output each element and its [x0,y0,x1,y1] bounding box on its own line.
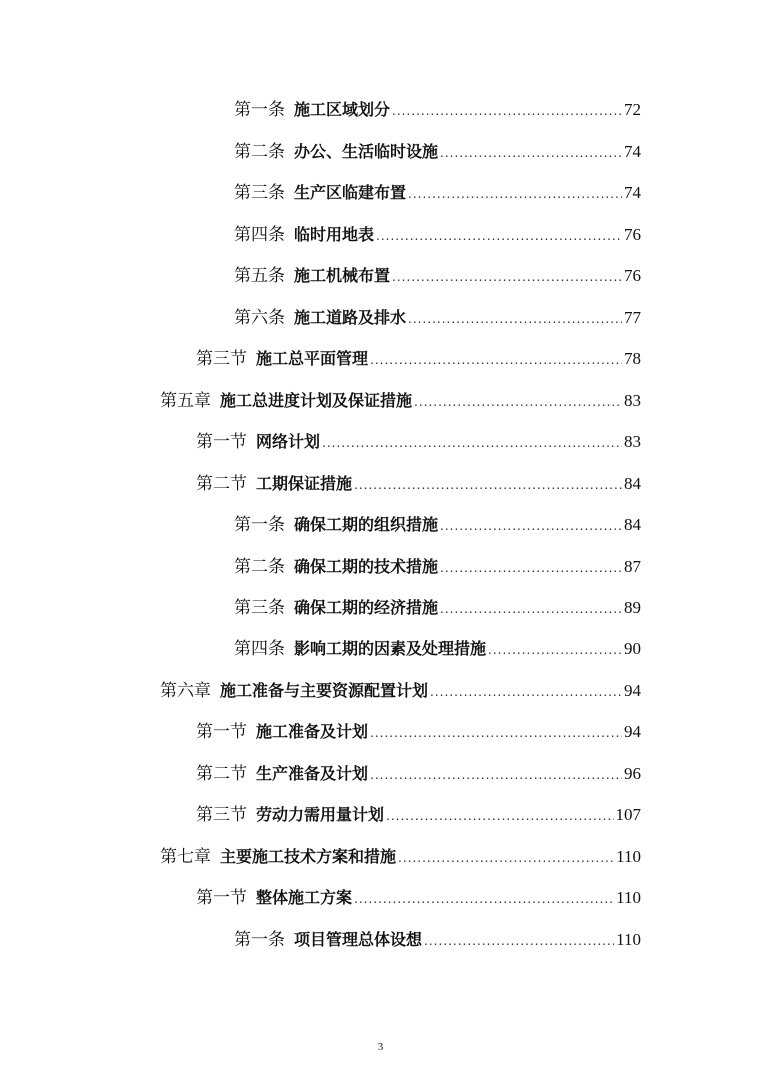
toc-entry[interactable] [196,348,641,371]
dot-leader [488,639,622,661]
toc-entry-title: 施工准备与主要资源配置计划 [220,681,429,700]
toc-entry-page: 83 [624,391,641,410]
toc-entry-page: 83 [624,432,641,451]
dot-leader [440,515,622,537]
toc-entry-page: 94 [624,722,641,741]
dot-leader [392,100,622,122]
toc-entry[interactable] [234,556,641,579]
toc-entry-page: 72 [624,100,641,119]
page-number: 3 [377,1041,384,1053]
toc-entry[interactable] [234,597,641,620]
toc-entry[interactable] [234,307,641,330]
dot-leader [354,888,614,910]
dot-leader [370,764,622,786]
toc-entry-title: 劳动力需用量计划 [256,805,385,824]
toc-entry[interactable] [196,721,641,744]
toc-entry-label: 第二节 [196,764,247,784]
toc-entry[interactable] [196,887,641,910]
toc-entry-page: 76 [624,225,641,244]
toc-entry-page: 84 [624,515,641,534]
toc-entry-label: 第一条 [234,515,285,535]
toc-entry-title: 网络计划 [256,432,321,451]
toc-entry-label: 第一节 [196,432,247,452]
toc-entry-page: 89 [624,598,641,617]
toc-entry[interactable] [234,514,641,537]
toc-entry-label: 第六章 [160,681,211,701]
toc-entry-page: 94 [624,681,641,700]
toc-entry-title: 生产区临建布置 [294,183,407,202]
toc-entry-label: 第三节 [196,805,247,825]
toc-entry-page: 74 [624,183,641,202]
toc-entry-page: 74 [624,142,641,161]
toc-entry-title: 临时用地表 [294,225,375,244]
toc-entry-label: 第三条 [234,598,285,618]
dot-leader [386,805,613,827]
toc-entry-title: 施工区域划分 [294,100,391,119]
toc-entry-label: 第一条 [234,930,285,950]
toc-entry[interactable] [160,390,641,413]
toc-entry-page: 77 [624,308,641,327]
toc-entry[interactable] [196,763,641,786]
dot-leader [440,142,622,164]
toc-entry-title: 施工总平面管理 [256,349,369,368]
toc-entry-title: 确保工期的组织措施 [294,515,439,534]
toc-entry-title: 办公、生活临时设施 [294,142,439,161]
toc-entry[interactable] [234,141,641,164]
toc-entry-page: 84 [624,474,641,493]
toc-entry-label: 第五章 [160,391,211,411]
dot-leader [414,391,622,413]
toc-entry[interactable] [234,182,641,205]
toc-entry[interactable] [160,680,641,703]
dot-leader [430,681,622,703]
toc-entry-label: 第六条 [234,308,285,328]
toc-entry-page: 96 [624,764,641,783]
toc-entry-page: 110 [616,930,641,949]
dot-leader [370,722,622,744]
toc-entry-title: 施工准备及计划 [256,722,369,741]
toc-entry-title: 施工总进度计划及保证措施 [220,391,413,410]
toc-entry-title: 主要施工技术方案和措施 [220,847,397,866]
toc-entry-page: 78 [624,349,641,368]
toc-entry-title: 生产准备及计划 [256,764,369,783]
toc-entry-page: 110 [616,888,641,907]
toc-entry-label: 第五条 [234,266,285,286]
dot-leader [392,266,622,288]
toc-entry-page: 76 [624,266,641,285]
toc-entry[interactable] [234,929,641,952]
toc-entry-page: 90 [624,639,641,658]
toc-entry[interactable] [234,265,641,288]
toc-entry-title: 确保工期的技术措施 [294,557,439,576]
dot-leader [408,308,622,330]
dot-leader [424,930,614,952]
toc-entry[interactable] [196,804,641,827]
toc-entry-label: 第四条 [234,639,285,659]
toc-entry-page: 110 [616,847,641,866]
dot-leader [354,474,622,496]
dot-leader [440,598,622,620]
toc-entry-title: 项目管理总体设想 [294,930,423,949]
dot-leader [398,847,614,869]
toc-entry[interactable] [234,99,641,122]
dot-leader [408,183,622,205]
toc-entry-label: 第二条 [234,142,285,162]
dot-leader [370,349,622,371]
toc-entry[interactable] [160,846,641,869]
toc-entry[interactable] [196,473,641,496]
toc-entry-title: 整体施工方案 [256,888,353,907]
toc-entry-label: 第七章 [160,847,211,867]
toc-entry-label: 第三条 [234,183,285,203]
toc-entry-label: 第四条 [234,225,285,245]
toc-entry-title: 确保工期的经济措施 [294,598,439,617]
toc-entry-label: 第一条 [234,100,285,120]
toc-entry-page: 107 [615,805,641,824]
toc-entry-label: 第三节 [196,349,247,369]
toc-entry-title: 影响工期的因素及处理措施 [294,639,487,658]
toc-entry-title: 工期保证措施 [256,474,353,493]
toc-entry-label: 第一节 [196,888,247,908]
toc-entry-page: 87 [624,557,641,576]
dot-leader [376,225,622,247]
toc-entry-label: 第一节 [196,722,247,742]
toc-entry-title: 施工道路及排水 [294,308,407,327]
toc-entry[interactable] [234,224,641,247]
toc-entry[interactable] [196,431,641,454]
toc-entry-label: 第二节 [196,474,247,494]
dot-leader [322,432,622,454]
toc-entry-title: 施工机械布置 [294,266,391,285]
toc-entry-label: 第二条 [234,557,285,577]
dot-leader [440,557,622,579]
toc-entry[interactable] [234,638,641,661]
